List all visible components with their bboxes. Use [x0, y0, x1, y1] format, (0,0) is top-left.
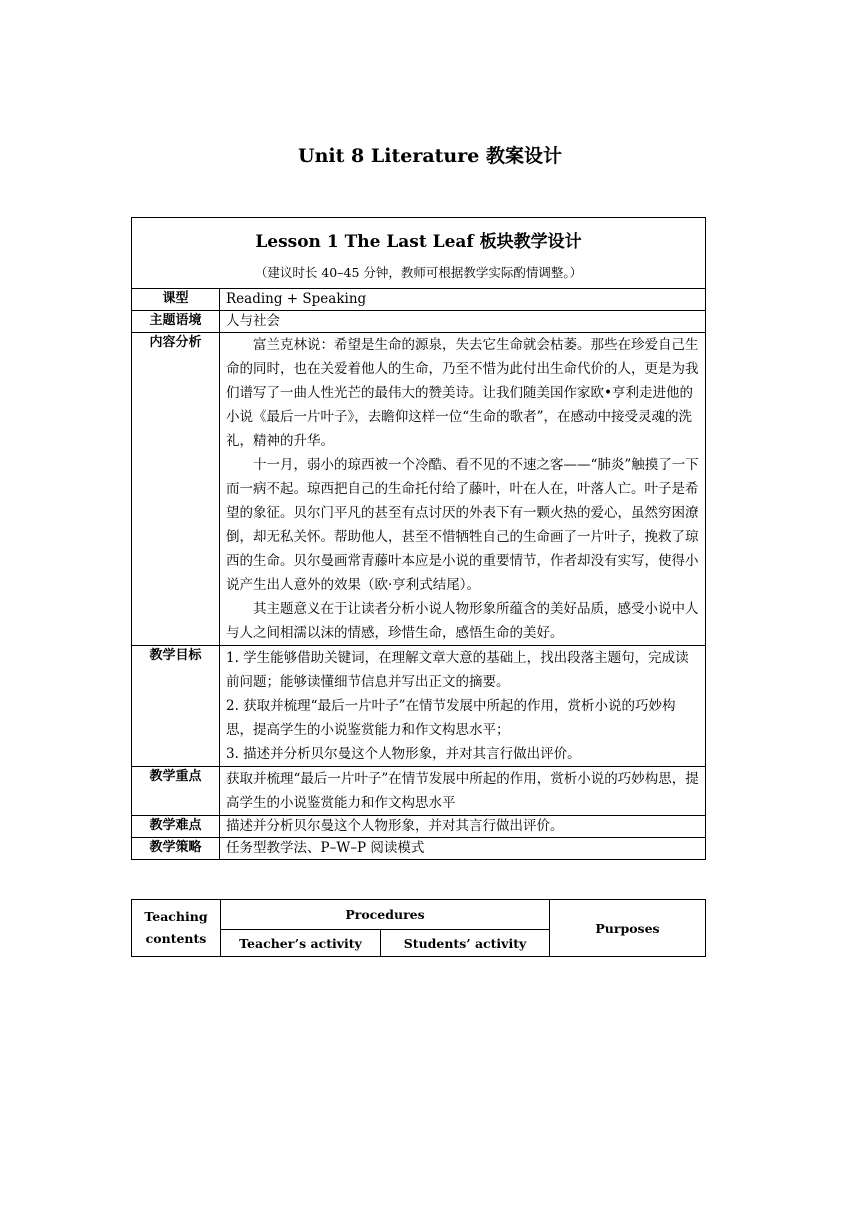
lesson-header-cell: [132, 218, 706, 289]
objective-item: 1. 学生能够借助关键词，在理解文章大意的基础上，找出段落主题句，完成读前问题；能够读懂细节信息并写出正文的摘要。: [226, 650, 689, 690]
analysis-paragraph: 其主题意义在于让读者分析小说人物形象所蕴含的美好品质，感受小说中人与人之间相濡以沫的情感，珍惜生命，感悟生命的美好。: [226, 601, 699, 641]
row-difficulties: [132, 816, 706, 838]
teaching-contents-line: contents: [145, 931, 207, 946]
lesson-title: Lesson 1 The Last Leaf 板块教学设计: [255, 232, 582, 252]
label-key-points: 教学重点: [132, 767, 220, 816]
page-title: Unit 8 Literature 教案设计: [298, 145, 562, 167]
value-teaching-objectives: [220, 646, 706, 767]
procedures-header: Procedures: [221, 900, 550, 930]
procedures-header-row: [132, 900, 706, 930]
teacher-activity-header: Teacher’s activity: [221, 930, 381, 957]
procedures-table: [131, 899, 706, 957]
row-lesson-type: [132, 289, 706, 311]
value-lesson-type: Reading + Speaking: [220, 289, 706, 311]
analysis-paragraph: 富兰克林说：希望是生命的源泉，失去它生命就会枯萎。那些在珍爱自己生命的同时，也在关爱着他人的生命，乃至不惜为此付出生命代价的人，更是为我们谱写了一曲人性光芒的最伟大的赞美诗。让我们随美国作家欧•亨利走进他的小说《最后一片叶子》，去瞻仰这样一位“生命的歌者”，在感动中接受灵魂的洗礼，精神的升华。: [226, 337, 699, 449]
label-difficulties: 教学难点: [132, 816, 220, 838]
value-theme-context: 人与社会: [220, 311, 706, 333]
lesson-duration-note: （建议时长 40–45 分钟，教师可根据教学实际酌情调整。）: [254, 265, 583, 280]
value-strategies: 任务型教学法、P–W–P 阅读模式: [220, 838, 706, 860]
teaching-contents-line: Teaching: [144, 909, 208, 924]
analysis-paragraph: 十一月，弱小的琼西被一个冷酷、看不见的不速之客——“肺炎”触摸了一下而一病不起。琼西把自己的生命托付给了藤叶，叶在人在，叶落人亡。叶子是希望的象征。贝尔门平凡的甚至有点讨厌的外表下有一颗火热的爱心，虽然穷困潦倒，却无私关怀。帮助他人，甚至不惜牺牲自己的生命画了一片叶子，挽救了琼西的生命。贝尔曼画常青藤叶本应是小说的重要情节，作者却没有实写，使得小说产生出人意外的效果（欧·亨利式结尾）。: [226, 457, 699, 593]
purposes-header: Purposes: [550, 900, 706, 957]
row-strategies: [132, 838, 706, 860]
label-content-analysis: 内容分析: [132, 333, 220, 646]
value-content-analysis: [220, 333, 706, 646]
objective-item: 3. 描述并分析贝尔曼这个人物形象，并对其言行做出评价。: [226, 746, 581, 762]
row-key-points: [132, 767, 706, 816]
lesson-header-row: [132, 218, 706, 289]
row-teaching-objectives: [132, 646, 706, 767]
students-activity-header: Students’ activity: [381, 930, 550, 957]
label-strategies: 教学策略: [132, 838, 220, 860]
teaching-contents-header: [132, 900, 221, 957]
value-key-points: 获取并梳理“最后一片叶子”在情节发展中所起的作用，赏析小说的巧妙构思，提高学生的小说鉴赏能力和作文构思水平: [220, 767, 706, 816]
label-theme-context: 主题语境: [132, 311, 220, 333]
value-difficulties: 描述并分析贝尔曼这个人物形象，并对其言行做出评价。: [220, 816, 706, 838]
objective-item: 2. 获取并梳理“最后一片叶子”在情节发展中所起的作用，赏析小说的巧妙构思，提高学生的小说鉴赏能力和作文构思水平；: [226, 698, 676, 738]
row-content-analysis: [132, 333, 706, 646]
row-theme-context: [132, 311, 706, 333]
lesson-design-table: [131, 217, 706, 860]
label-teaching-objectives: 教学目标: [132, 646, 220, 767]
label-lesson-type: 课型: [132, 289, 220, 311]
